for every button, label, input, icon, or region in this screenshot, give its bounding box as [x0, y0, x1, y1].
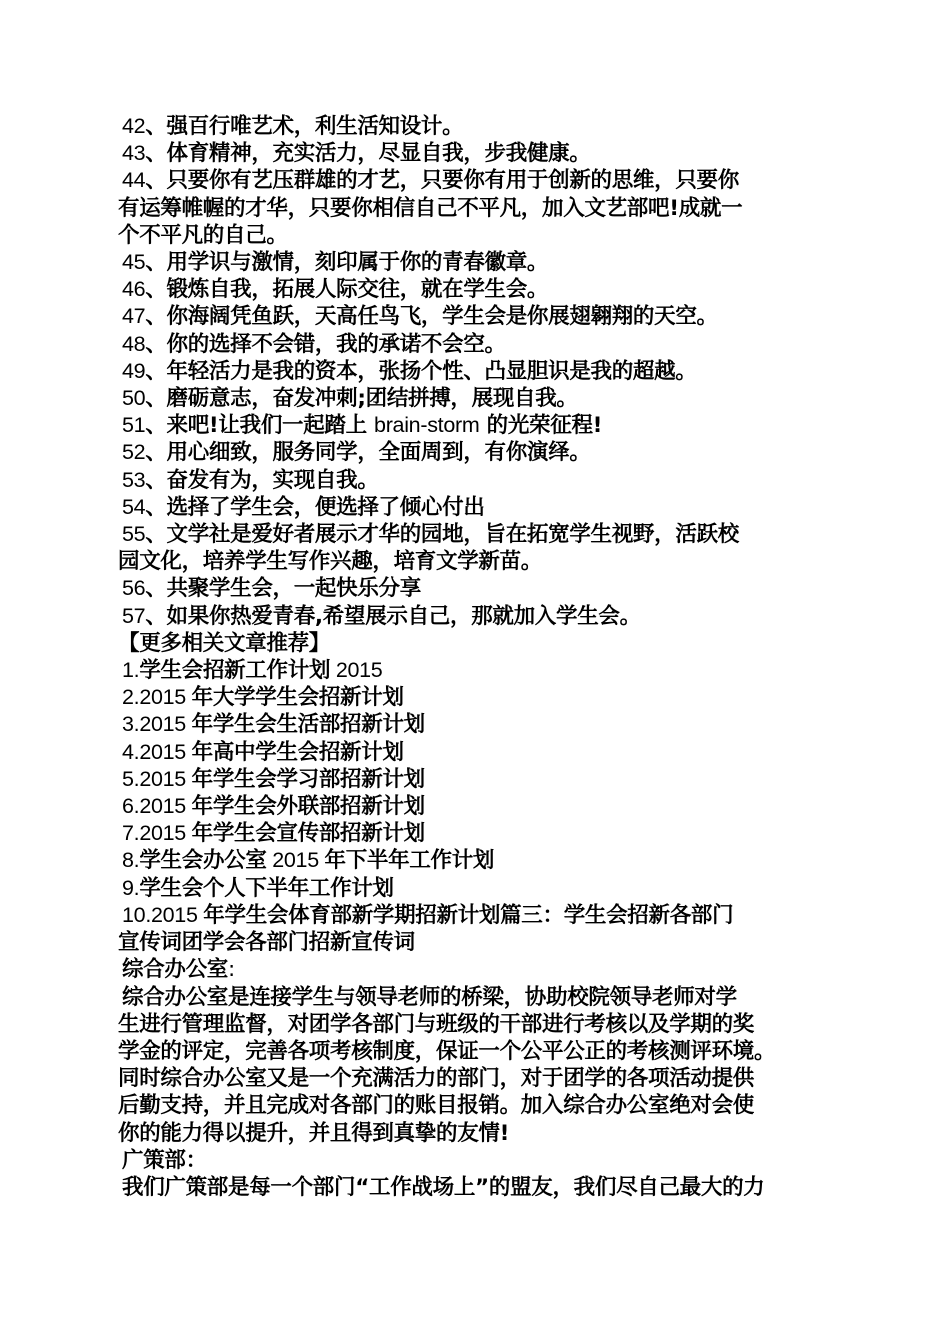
related-article-9[interactable] — [118, 875, 838, 902]
related-prefix: 8. — [122, 848, 140, 873]
slogan-55-line-2: 园文化，培养学生写作兴趣，培育文学新苗。 — [118, 549, 543, 575]
related-title: 年学生会宣传部招新计划 — [191, 821, 425, 847]
related-title: 年学生会外联部招新计划 — [191, 794, 425, 820]
section-office-line-5: 后勤支持，并且完成对各部门的账目报销。加入综合办公室绝对会使 — [118, 1093, 755, 1119]
slogan-text: 年轻活力是我的资本，张扬个性、凸显胆识是我的超越。 — [166, 358, 697, 384]
section-office-title-text: 综合办公室 — [122, 957, 229, 983]
related-prefix: 3.2015 — [122, 712, 192, 737]
related-suffix: 2015 — [330, 658, 383, 683]
related-article-2[interactable] — [118, 684, 838, 711]
slogan-49: 49、年轻活力是我的资本，张扬个性、凸显胆识是我的超越。 — [122, 358, 697, 384]
related-title: 年学生会学习部招新计划 — [191, 766, 425, 792]
document-page — [118, 113, 838, 1201]
slogan-44-line-2: 有运筹帷幄的才华，只要你相信自己不平凡，加入文艺部吧!成就一 — [118, 195, 743, 221]
related-prefix: 2.2015 — [122, 685, 192, 710]
related-prefix: 5.2015 — [122, 766, 192, 791]
slogan-number: 49 — [122, 358, 146, 383]
related-prefix: 6.2015 — [122, 794, 192, 819]
slogan-latin-word: brain-storm — [374, 413, 480, 438]
related-article-6[interactable] — [118, 793, 838, 820]
slogan-number: 56 — [122, 576, 146, 601]
section-office-line-4: 同时综合办公室又是一个充满活力的部门，对于团学的各项活动提供 — [118, 1066, 755, 1092]
slogan-text: 奋发有为，实现自我。 — [166, 467, 379, 493]
slogan-text: 磨砺意志，奋发冲刺;团结拼搏，展现自我。 — [166, 386, 578, 412]
related-article-4[interactable] — [118, 739, 838, 766]
section-office-line-1: 综合办公室是连接学生与领导老师的桥梁，协助校院领导老师对学 — [122, 984, 737, 1010]
slogan-54: 54、选择了学生会，便选择了倾心付出 — [122, 494, 485, 520]
slogan-50: 50、磨砺意志，奋发冲刺;团结拼搏，展现自我。 — [122, 386, 578, 412]
more-articles-heading: 【更多相关文章推荐】 — [118, 630, 331, 656]
slogan-number: 54 — [122, 494, 146, 519]
slogan-52: 52、用心细致，服务同学，全面周到，有你演绎。 — [122, 440, 591, 466]
slogan-text: 文学社是爱好者展示才华的园地，旨在拓宽学生视野，活跃校 — [166, 522, 739, 548]
slogan-text-tail: 的光荣征程! — [479, 413, 603, 439]
slogan-57: 57、如果你热爱青春,希望展示自己，那就加入学生会。 — [122, 603, 641, 629]
slogan-number: 47 — [122, 304, 146, 329]
slogan-number: 55 — [122, 522, 146, 547]
related-prefix: 4.2015 — [122, 739, 192, 764]
related-article-7[interactable] — [118, 820, 838, 847]
slogan-42: 42、强百行唯艺术，利生活知设计。 — [122, 114, 464, 139]
related-mid: 2015 — [266, 848, 325, 873]
section-office-title-colon: : — [228, 957, 235, 983]
related-title: 年大学学生会招新计划 — [191, 685, 404, 711]
related-prefix: 10.2015 — [122, 902, 204, 927]
related-title: 学生会办公室 — [139, 848, 267, 874]
slogan-number: 43 — [122, 141, 146, 166]
slogan-46: 46、锻炼自我，拓展人际交往，就在学生会。 — [122, 277, 549, 303]
related-title-2: 年下半年工作计划 — [324, 848, 495, 874]
related-article-3[interactable] — [118, 711, 838, 738]
related-article-8[interactable] — [118, 847, 838, 874]
slogan-number: 46 — [122, 277, 146, 302]
related-article-1[interactable] — [118, 657, 838, 684]
slogan-text: 你海阔凭鱼跃，天高任鸟飞，学生会是你展翅翱翔的天空。 — [166, 304, 718, 330]
related-article-5[interactable] — [118, 766, 838, 793]
related-title: 学生会招新工作计划 — [139, 658, 331, 684]
section-guangce-title: 广策部： — [122, 1147, 207, 1173]
related-title: 年高中学生会招新计划 — [191, 739, 404, 765]
slogan-number: 44 — [122, 168, 146, 193]
slogan-text: 只要你有艺压群雄的才艺，只要你有用于创新的思维，只要你 — [166, 168, 739, 194]
slogan-53: 53、奋发有为，实现自我。 — [122, 467, 379, 493]
related-prefix: 9. — [122, 875, 140, 900]
slogan-number: 45 — [122, 250, 146, 275]
section-office-title — [118, 956, 838, 983]
related-prefix: 7.2015 — [122, 821, 192, 846]
slogan-number: 57 — [122, 603, 146, 628]
related-title: 年学生会生活部招新计划 — [191, 712, 425, 738]
slogan-text: 共聚学生会，一起快乐分享 — [166, 576, 421, 602]
slogan-text: 来吧!让我们一起踏上 — [166, 413, 375, 439]
slogan-44-line-3: 个不平凡的自己。 — [118, 222, 288, 248]
slogan-number: 48 — [122, 331, 146, 356]
slogan-number: 42 — [122, 114, 146, 138]
slogan-56: 56、共聚学生会，一起快乐分享 — [122, 576, 421, 602]
slogan-44-line-1: 44、只要你有艺压群雄的才艺，只要你有用于创新的思维，只要你 — [122, 168, 739, 194]
related-article-10[interactable] — [118, 902, 838, 929]
slogan-55-line-1: 55、文学社是爱好者展示才华的园地，旨在拓宽学生视野，活跃校 — [122, 522, 739, 548]
slogan-number: 52 — [122, 440, 146, 465]
slogan-43: 43、体育精神，充实活力，尽显自我，步我健康。 — [122, 141, 591, 167]
slogan-text: 锻炼自我，拓展人际交往，就在学生会。 — [166, 277, 549, 303]
slogan-47: 47、你海阔凭鱼跃，天高任鸟飞，学生会是你展翅翱翔的天空。 — [122, 304, 718, 330]
section-office-line-6: 你的能力得以提升，并且得到真挚的友情! — [118, 1120, 510, 1146]
related-title: 年学生会体育部新学期招新计划篇三：学生会招新各部门 — [203, 902, 734, 928]
slogan-text: 强百行唯艺术，利生活知设计。 — [166, 114, 464, 139]
section-guangce-line-1: 我们广策部是每一个部门“工作战场上”的盟友，我们尽自己最大的力 — [122, 1174, 765, 1200]
slogan-text: 用心细致，服务同学，全面周到，有你演绎。 — [166, 440, 591, 466]
slogan-text: 如果你热爱青春,希望展示自己，那就加入学生会。 — [166, 603, 641, 629]
slogan-45: 45、用学识与激情，刻印属于你的青春徽章。 — [122, 250, 549, 276]
slogan-number: 50 — [122, 386, 146, 411]
related-prefix: 1. — [122, 658, 140, 683]
section-office-line-3: 学金的评定，完善各项考核制度，保证一个公平公正的考核测评环境。 — [118, 1038, 776, 1064]
slogan-51: 51、来吧!让我们一起踏上 brain-storm 的光荣征程! — [122, 413, 603, 439]
slogan-text: 体育精神，充实活力，尽显自我，步我健康。 — [166, 141, 591, 167]
slogan-number: 53 — [122, 467, 146, 492]
slogan-number: 51 — [122, 413, 146, 438]
slogan-text: 选择了学生会，便选择了倾心付出 — [166, 494, 485, 520]
slogan-text: 你的选择不会错，我的承诺不会空。 — [166, 331, 506, 357]
slogan-48: 48、你的选择不会错，我的承诺不会空。 — [122, 331, 506, 357]
slogan-text: 用学识与激情，刻印属于你的青春徽章。 — [166, 250, 549, 276]
related-title: 学生会个人下半年工作计划 — [139, 875, 394, 901]
related-article-10-line-2: 宣传词团学会各部门招新宣传词 — [118, 930, 415, 956]
section-office-line-2: 生进行管理监督，对团学各部门与班级的干部进行考核以及学期的奖 — [118, 1011, 755, 1037]
